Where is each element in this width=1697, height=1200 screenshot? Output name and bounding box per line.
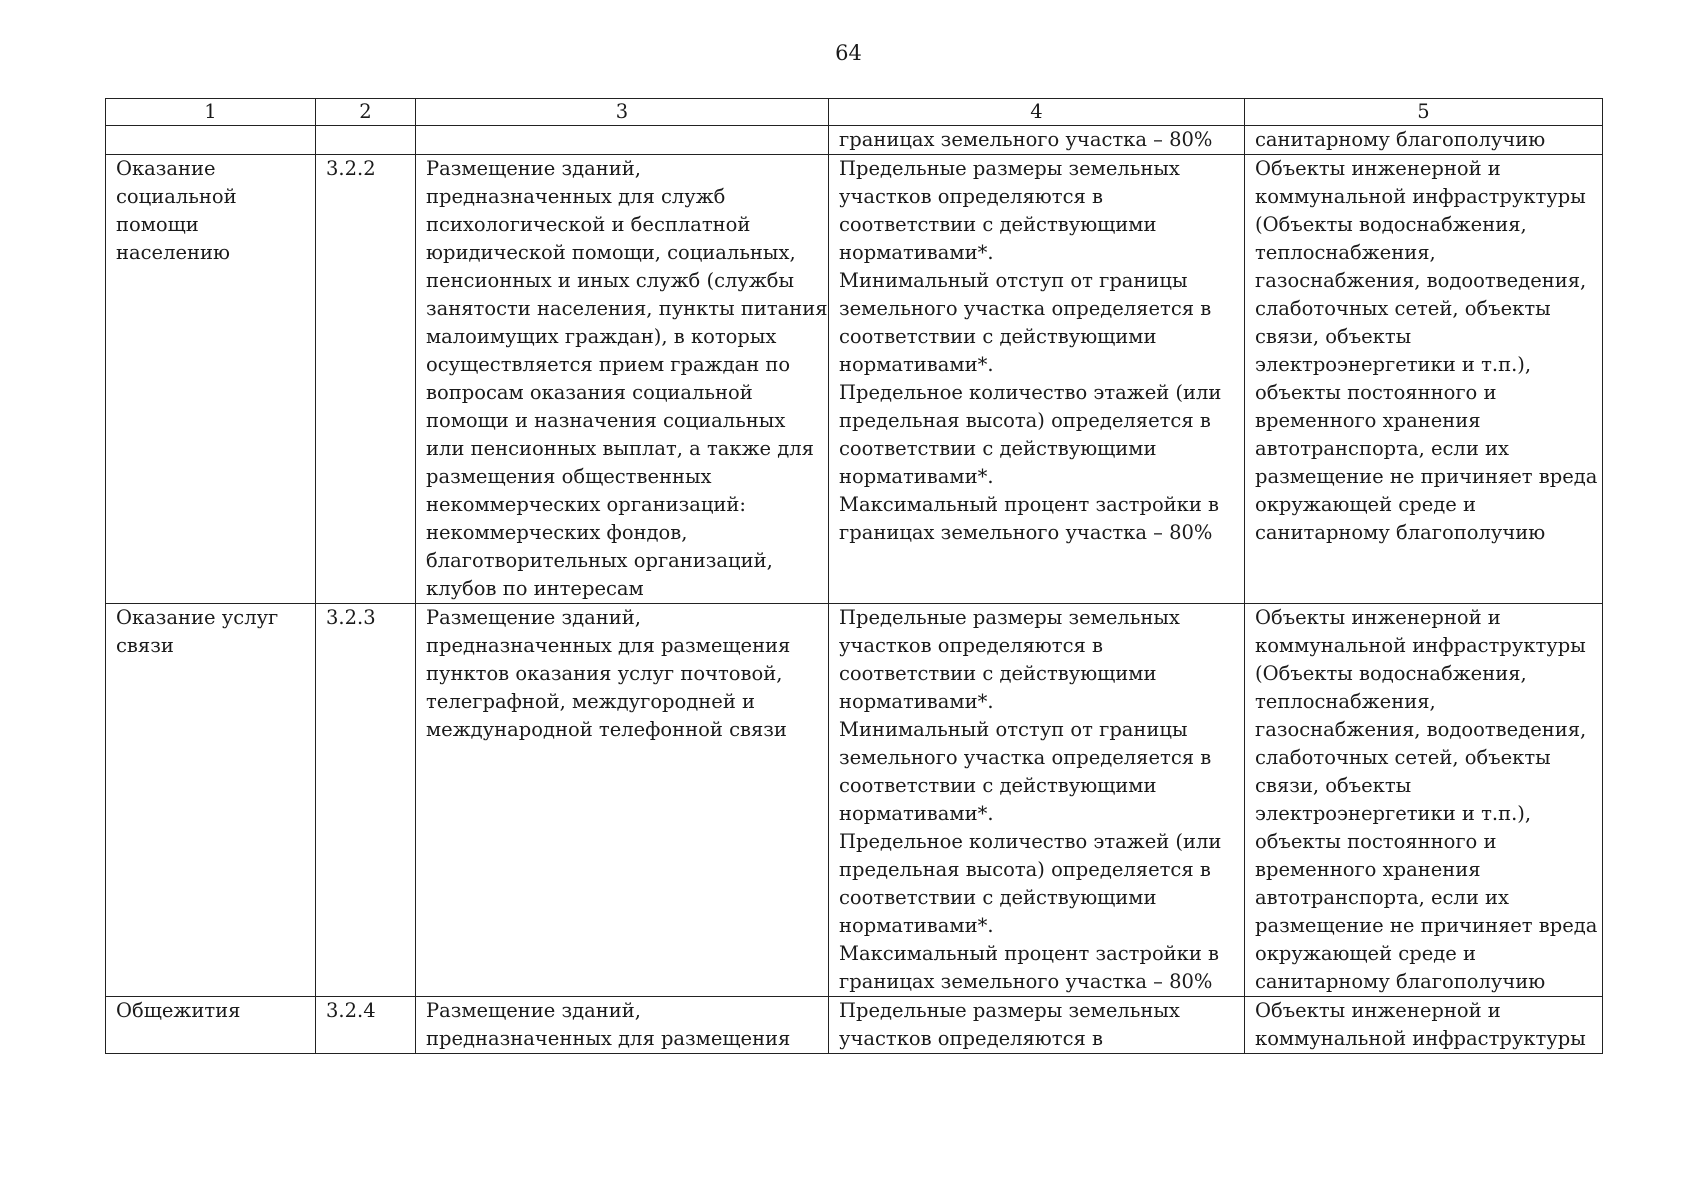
cell-text-line: Объекты инженерной и	[1255, 606, 1501, 629]
cell-text-line: слаботочных сетей, объекты	[1255, 297, 1551, 320]
cell-text-line: земельного участка определяется в	[839, 297, 1212, 320]
cell-parameters	[829, 997, 1245, 1054]
cell-text-line: временного хранения	[1255, 858, 1481, 881]
cell-text-line: газоснабжения, водоотведения,	[1255, 718, 1587, 741]
cell-conditions	[1245, 604, 1603, 997]
cell-text-line: электроэнергетики и т.п.),	[1255, 802, 1532, 825]
cell-text-line: предназначенных для служб	[426, 185, 726, 208]
cell-text-line: размещения общественных	[426, 465, 712, 488]
cell-use-code	[316, 997, 416, 1054]
cell-text-line: (Объекты водоснабжения,	[1255, 213, 1527, 236]
cell-text-line: электроэнергетики и т.п.),	[1255, 353, 1532, 376]
cell-text-line: Предельные размеры земельных	[839, 606, 1180, 629]
cell-text-line: санитарному благополучию	[1255, 521, 1546, 544]
cell-text-line: помощи и назначения социальных	[426, 409, 786, 432]
cell-use-code	[316, 604, 416, 997]
cell-text-line: населению	[116, 241, 230, 264]
cell-text-line: некоммерческих организаций:	[426, 493, 746, 516]
cell-text-line: Минимальный отступ от границы	[839, 718, 1188, 741]
cell-use-code	[316, 155, 416, 604]
cell-use-name	[106, 155, 316, 604]
cell-text-line: связи	[116, 634, 174, 657]
cell-conditions	[1245, 997, 1603, 1054]
cell-text-line: соответствии с действующими	[839, 886, 1157, 909]
cell-text-line: пунктов оказания услуг почтовой,	[426, 662, 783, 685]
cell-use-name	[106, 997, 316, 1054]
table-header-row	[106, 99, 1603, 126]
cell-text-line: соответствии с действующими	[839, 774, 1157, 797]
cell-text-line: окружающей среде и	[1255, 493, 1476, 516]
cell-text-line: коммунальной инфраструктуры	[1255, 634, 1586, 657]
cell-use-name	[106, 126, 316, 155]
cell-text-line: Максимальный процент застройки в	[839, 942, 1220, 965]
cell-parameters	[829, 126, 1245, 155]
cell-text-line: санитарному благополучию	[1255, 970, 1546, 993]
cell-text-line: Предельные размеры земельных	[839, 999, 1180, 1022]
cell-text-line: социальной	[116, 185, 237, 208]
cell-text-line: окружающей среде и	[1255, 942, 1476, 965]
table-body	[106, 126, 1603, 1054]
cell-text-line: помощи	[116, 213, 199, 236]
cell-text-line: Размещение зданий,	[426, 157, 641, 180]
cell-text-line: автотранспорта, если их	[1255, 886, 1510, 909]
cell-text-line: Размещение зданий,	[426, 606, 641, 629]
column-header-4: 4	[829, 99, 1245, 126]
cell-text-line: осуществляется прием граждан по	[426, 353, 791, 376]
cell-text-line: Предельные размеры земельных	[839, 157, 1180, 180]
cell-text-line: газоснабжения, водоотведения,	[1255, 269, 1587, 292]
land-use-table	[105, 98, 1603, 1054]
cell-text-line: нормативами*.	[839, 690, 994, 713]
cell-text-line: вопросам оказания социальной	[426, 381, 753, 404]
cell-use-description	[416, 604, 829, 997]
cell-use-description	[416, 997, 829, 1054]
cell-text-line: слаботочных сетей, объекты	[1255, 746, 1551, 769]
page-number: 64	[835, 41, 862, 65]
column-header-2: 2	[316, 99, 416, 126]
cell-text-line: объекты постоянного и	[1255, 381, 1497, 404]
cell-text-line: пенсионных и иных служб (службы	[426, 269, 795, 292]
cell-text-line: Оказание	[116, 157, 216, 180]
cell-text-line: предназначенных для размещения	[426, 1027, 791, 1050]
cell-text-line: границах земельного участка – 80%	[839, 128, 1213, 151]
cell-text-line: автотранспорта, если их	[1255, 437, 1510, 460]
cell-text-line: нормативами*.	[839, 465, 994, 488]
cell-text-line: малоимущих граждан), в которых	[426, 325, 777, 348]
column-header-5: 5	[1245, 99, 1603, 126]
cell-text-line: объекты постоянного и	[1255, 830, 1497, 853]
cell-text-line: размещение не причиняет вреда	[1255, 465, 1598, 488]
cell-text-line: участков определяются в	[839, 185, 1103, 208]
cell-text-line: психологической и бесплатной	[426, 213, 751, 236]
column-header-1: 1	[106, 99, 316, 126]
cell-text-line: коммунальной инфраструктуры	[1255, 1027, 1586, 1050]
cell-text-line: предельная высота) определяется в	[839, 409, 1211, 432]
cell-text-line: занятости населения, пункты питания	[426, 297, 828, 320]
cell-text-line: предельная высота) определяется в	[839, 858, 1211, 881]
cell-text-line: коммунальной инфраструктуры	[1255, 185, 1586, 208]
cell-text-line: участков определяются в	[839, 1027, 1103, 1050]
cell-conditions	[1245, 155, 1603, 604]
cell-text-line: Объекты инженерной и	[1255, 157, 1501, 180]
cell-text-line: Минимальный отступ от границы	[839, 269, 1188, 292]
cell-text-line: клубов по интересам	[426, 577, 644, 600]
cell-text-line: Оказание услуг	[116, 606, 279, 629]
cell-text-line: Объекты инженерной и	[1255, 999, 1501, 1022]
cell-use-code	[316, 126, 416, 155]
cell-text-line: телеграфной, междугородней и	[426, 690, 756, 713]
cell-text-line: санитарному благополучию	[1255, 128, 1546, 151]
cell-parameters	[829, 604, 1245, 997]
cell-text-line: теплоснабжения,	[1255, 690, 1436, 713]
cell-text-line: временного хранения	[1255, 409, 1481, 432]
cell-text-line: нормативами*.	[839, 241, 994, 264]
cell-text-line: границах земельного участка – 80%	[839, 970, 1213, 993]
cell-text-line: Максимальный процент застройки в	[839, 493, 1220, 516]
cell-text-line: границах земельного участка – 80%	[839, 521, 1213, 544]
column-header-3: 3	[416, 99, 829, 126]
cell-text-line: или пенсионных выплат, а также для	[426, 437, 814, 460]
cell-conditions	[1245, 126, 1603, 155]
cell-text-line: участков определяются в	[839, 634, 1103, 657]
cell-text-line: предназначенных для размещения	[426, 634, 791, 657]
table-row	[106, 155, 1603, 604]
cell-text-line: нормативами*.	[839, 353, 994, 376]
cell-parameters	[829, 155, 1245, 604]
cell-text-line: связи, объекты	[1255, 325, 1412, 348]
cell-text-line: некоммерческих фондов,	[426, 521, 688, 544]
table-row	[106, 604, 1603, 997]
cell-text-line: Предельное количество этажей (или	[839, 830, 1222, 853]
cell-text-line: нормативами*.	[839, 802, 994, 825]
cell-text-line: нормативами*.	[839, 914, 994, 937]
cell-text-line: Предельное количество этажей (или	[839, 381, 1222, 404]
cell-text-line: соответствии с действующими	[839, 213, 1157, 236]
cell-text-line: 3.2.2	[326, 157, 376, 180]
cell-text-line: 3.2.4	[326, 999, 376, 1022]
cell-text-line: благотворительных организаций,	[426, 549, 773, 572]
cell-text-line: Общежития	[116, 999, 241, 1022]
cell-text-line: 3.2.3	[326, 606, 376, 629]
cell-text-line: (Объекты водоснабжения,	[1255, 662, 1527, 685]
cell-use-description	[416, 126, 829, 155]
cell-text-line: соответствии с действующими	[839, 325, 1157, 348]
cell-text-line: международной телефонной связи	[426, 718, 787, 741]
cell-text-line: соответствии с действующими	[839, 662, 1157, 685]
cell-use-name	[106, 604, 316, 997]
cell-text-line: юридической помощи, социальных,	[426, 241, 796, 264]
cell-text-line: связи, объекты	[1255, 774, 1412, 797]
table-row	[106, 997, 1603, 1054]
cell-text-line: земельного участка определяется в	[839, 746, 1212, 769]
cell-text-line: теплоснабжения,	[1255, 241, 1436, 264]
cell-text-line: Размещение зданий,	[426, 999, 641, 1022]
cell-use-description	[416, 155, 829, 604]
cell-text-line: соответствии с действующими	[839, 437, 1157, 460]
cell-text-line: размещение не причиняет вреда	[1255, 914, 1598, 937]
table-row	[106, 126, 1603, 155]
